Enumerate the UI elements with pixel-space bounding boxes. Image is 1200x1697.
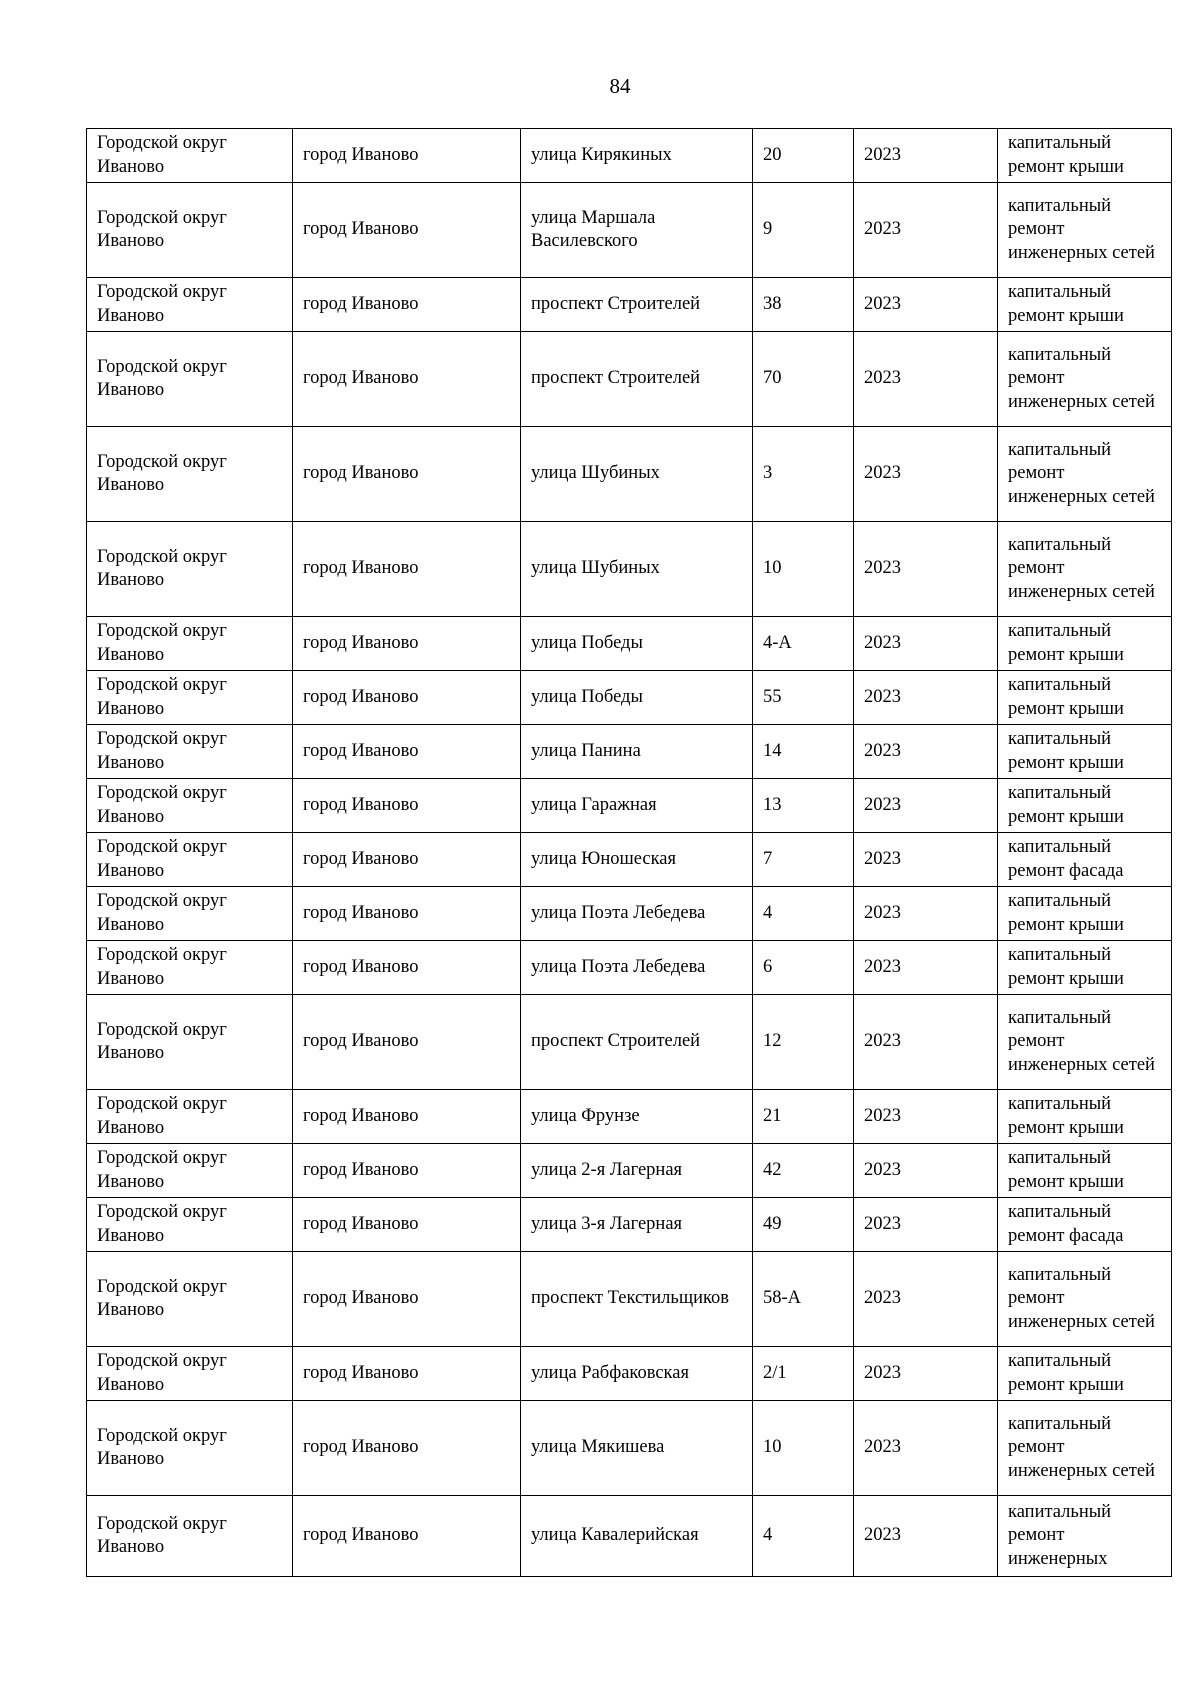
table-row [87, 779, 1172, 833]
house-cell: 55 [753, 671, 854, 725]
city-cell: город Иваново [293, 617, 521, 671]
district-cell: Городской округ Иваново [87, 522, 293, 617]
city-cell: город Иваново [293, 1198, 521, 1252]
street-cell: улица Панина [521, 725, 753, 779]
city-cell: город Иваново [293, 332, 521, 427]
district-cell: Городской округ Иваново [87, 129, 293, 183]
table-row [87, 1144, 1172, 1198]
year-cell: 2023 [854, 725, 998, 779]
house-cell: 12 [753, 995, 854, 1090]
street-cell: улица Поэта Лебедева [521, 941, 753, 995]
street-cell: проспект Строителей [521, 278, 753, 332]
work-type-cell: капитальный ремонт крыши [998, 1090, 1172, 1144]
street-cell: улица Гаражная [521, 779, 753, 833]
house-cell: 2/1 [753, 1347, 854, 1401]
house-cell: 14 [753, 725, 854, 779]
table-row [87, 1090, 1172, 1144]
city-cell: город Иваново [293, 941, 521, 995]
street-cell: улица Поэта Лебедева [521, 887, 753, 941]
table-row [87, 725, 1172, 779]
district-cell: Городской округ Иваново [87, 1401, 293, 1496]
work-type-cell: капитальный ремонт инженерных сетей [998, 995, 1172, 1090]
city-cell: город Иваново [293, 671, 521, 725]
year-cell: 2023 [854, 522, 998, 617]
table-row [87, 941, 1172, 995]
street-cell: улица Юношеская [521, 833, 753, 887]
table-row [87, 1198, 1172, 1252]
year-cell: 2023 [854, 129, 998, 183]
work-type-cell: капитальный ремонт крыши [998, 1144, 1172, 1198]
work-type-cell: капитальный ремонт крыши [998, 278, 1172, 332]
house-cell: 7 [753, 833, 854, 887]
work-type-cell: капитальный ремонт крыши [998, 617, 1172, 671]
year-cell: 2023 [854, 617, 998, 671]
district-cell: Городской округ Иваново [87, 183, 293, 278]
street-cell: улица Маршала Василевского [521, 183, 753, 278]
table-row [87, 671, 1172, 725]
repair-register-table [86, 128, 1172, 1577]
work-type-cell: капитальный ремонт инженерных [998, 1496, 1172, 1577]
work-type-cell: капитальный ремонт крыши [998, 129, 1172, 183]
city-cell: город Иваново [293, 129, 521, 183]
district-cell: Городской округ Иваново [87, 995, 293, 1090]
year-cell: 2023 [854, 1496, 998, 1577]
year-cell: 2023 [854, 278, 998, 332]
year-cell: 2023 [854, 671, 998, 725]
table-row [87, 183, 1172, 278]
year-cell: 2023 [854, 1347, 998, 1401]
work-type-cell: капитальный ремонт инженерных сетей [998, 1252, 1172, 1347]
work-type-cell: капитальный ремонт инженерных сетей [998, 522, 1172, 617]
city-cell: город Иваново [293, 427, 521, 522]
table-row [87, 887, 1172, 941]
table-row [87, 833, 1172, 887]
house-cell: 4 [753, 1496, 854, 1577]
house-cell: 21 [753, 1090, 854, 1144]
house-cell: 6 [753, 941, 854, 995]
house-cell: 70 [753, 332, 854, 427]
table-row [87, 995, 1172, 1090]
street-cell: улица Шубиных [521, 522, 753, 617]
district-cell: Городской округ Иваново [87, 1144, 293, 1198]
district-cell: Городской округ Иваново [87, 427, 293, 522]
work-type-cell: капитальный ремонт крыши [998, 941, 1172, 995]
house-cell: 4-А [753, 617, 854, 671]
district-cell: Городской округ Иваново [87, 1198, 293, 1252]
work-type-cell: капитальный ремонт крыши [998, 887, 1172, 941]
table-row [87, 278, 1172, 332]
city-cell: город Иваново [293, 1401, 521, 1496]
district-cell: Городской округ Иваново [87, 1347, 293, 1401]
city-cell: город Иваново [293, 887, 521, 941]
work-type-cell: капитальный ремонт инженерных сетей [998, 332, 1172, 427]
year-cell: 2023 [854, 183, 998, 278]
work-type-cell: капитальный ремонт крыши [998, 779, 1172, 833]
house-cell: 10 [753, 1401, 854, 1496]
house-cell: 58-А [753, 1252, 854, 1347]
year-cell: 2023 [854, 941, 998, 995]
district-cell: Городской округ Иваново [87, 332, 293, 427]
city-cell: город Иваново [293, 183, 521, 278]
city-cell: город Иваново [293, 522, 521, 617]
house-cell: 20 [753, 129, 854, 183]
house-cell: 42 [753, 1144, 854, 1198]
street-cell: улица 3-я Лагерная [521, 1198, 753, 1252]
street-cell: улица Рабфаковская [521, 1347, 753, 1401]
work-type-cell: капитальный ремонт инженерных сетей [998, 427, 1172, 522]
year-cell: 2023 [854, 887, 998, 941]
district-cell: Городской округ Иваново [87, 278, 293, 332]
district-cell: Городской округ Иваново [87, 1090, 293, 1144]
street-cell: улица Кавалерийская [521, 1496, 753, 1577]
district-cell: Городской округ Иваново [87, 941, 293, 995]
table-row [87, 522, 1172, 617]
house-cell: 10 [753, 522, 854, 617]
city-cell: город Иваново [293, 1252, 521, 1347]
city-cell: город Иваново [293, 833, 521, 887]
table-row [87, 1401, 1172, 1496]
district-cell: Городской округ Иваново [87, 1252, 293, 1347]
city-cell: город Иваново [293, 779, 521, 833]
year-cell: 2023 [854, 332, 998, 427]
table-row [87, 427, 1172, 522]
year-cell: 2023 [854, 427, 998, 522]
district-cell: Городской округ Иваново [87, 671, 293, 725]
district-cell: Городской округ Иваново [87, 617, 293, 671]
district-cell: Городской округ Иваново [87, 833, 293, 887]
work-type-cell: капитальный ремонт крыши [998, 725, 1172, 779]
work-type-cell: капитальный ремонт крыши [998, 1347, 1172, 1401]
table-row [87, 129, 1172, 183]
year-cell: 2023 [854, 1401, 998, 1496]
district-cell: Городской округ Иваново [87, 725, 293, 779]
street-cell: улица Шубиных [521, 427, 753, 522]
page-number: 84 [609, 74, 631, 98]
city-cell: город Иваново [293, 725, 521, 779]
house-cell: 9 [753, 183, 854, 278]
city-cell: город Иваново [293, 1347, 521, 1401]
work-type-cell: капитальный ремонт фасада [998, 1198, 1172, 1252]
street-cell: улица Победы [521, 671, 753, 725]
city-cell: город Иваново [293, 278, 521, 332]
district-cell: Городской округ Иваново [87, 1496, 293, 1577]
year-cell: 2023 [854, 1144, 998, 1198]
street-cell: улица 2-я Лагерная [521, 1144, 753, 1198]
house-cell: 3 [753, 427, 854, 522]
city-cell: город Иваново [293, 995, 521, 1090]
house-cell: 4 [753, 887, 854, 941]
work-type-cell: капитальный ремонт фасада [998, 833, 1172, 887]
city-cell: город Иваново [293, 1496, 521, 1577]
year-cell: 2023 [854, 1198, 998, 1252]
district-cell: Городской округ Иваново [87, 779, 293, 833]
street-cell: проспект Строителей [521, 332, 753, 427]
city-cell: город Иваново [293, 1090, 521, 1144]
house-cell: 49 [753, 1198, 854, 1252]
street-cell: улица Победы [521, 617, 753, 671]
district-cell: Городской округ Иваново [87, 887, 293, 941]
street-cell: улица Мякишева [521, 1401, 753, 1496]
table-row [87, 1347, 1172, 1401]
table-row [87, 332, 1172, 427]
year-cell: 2023 [854, 833, 998, 887]
work-type-cell: капитальный ремонт инженерных сетей [998, 1401, 1172, 1496]
table-row [87, 1252, 1172, 1347]
table-row [87, 617, 1172, 671]
work-type-cell: капитальный ремонт инженерных сетей [998, 183, 1172, 278]
house-cell: 13 [753, 779, 854, 833]
street-cell: проспект Строителей [521, 995, 753, 1090]
table-row [87, 1496, 1172, 1577]
street-cell: улица Фрунзе [521, 1090, 753, 1144]
street-cell: улица Кирякиных [521, 129, 753, 183]
house-cell: 38 [753, 278, 854, 332]
work-type-cell: капитальный ремонт крыши [998, 671, 1172, 725]
street-cell: проспект Текстильщиков [521, 1252, 753, 1347]
year-cell: 2023 [854, 1090, 998, 1144]
city-cell: город Иваново [293, 1144, 521, 1198]
year-cell: 2023 [854, 779, 998, 833]
year-cell: 2023 [854, 995, 998, 1090]
year-cell: 2023 [854, 1252, 998, 1347]
